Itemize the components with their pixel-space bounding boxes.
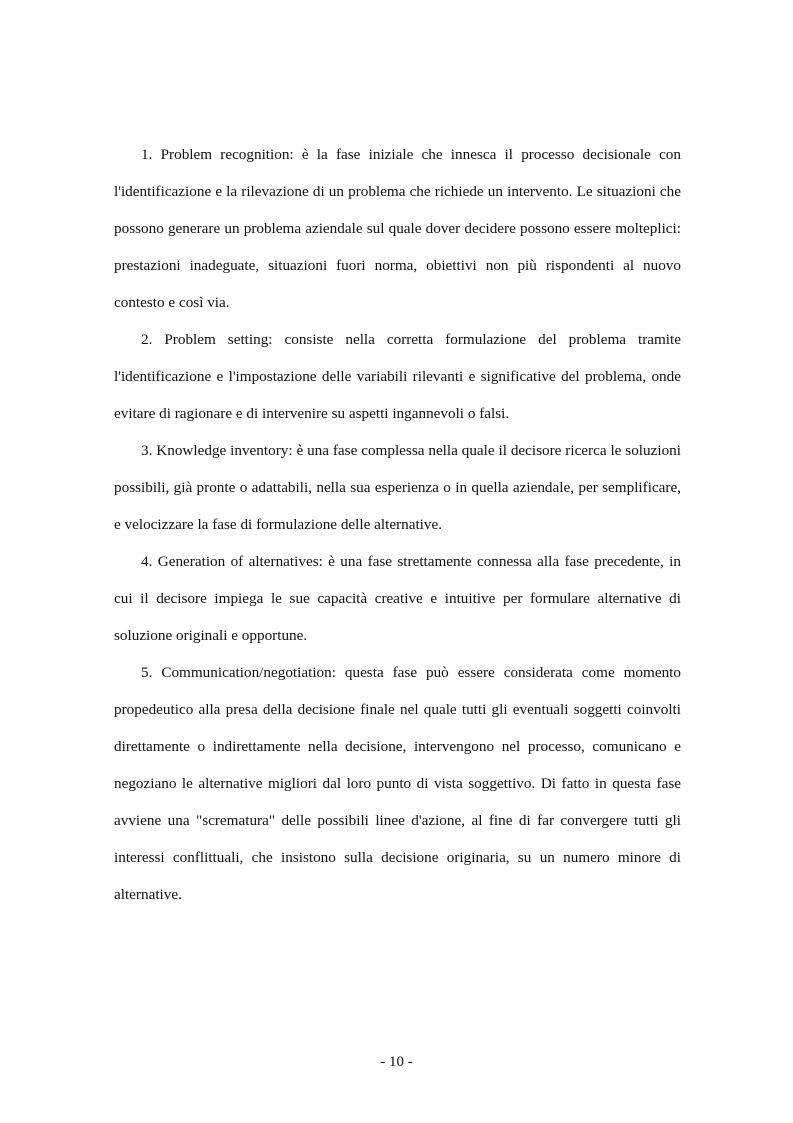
paragraph-problem-recognition: 1. Problem recognition: è la fase iniziale che innesca il processo decisionale con l'identificazione e la rilevazione di un problema che richiede un intervento. Le situazioni che possono generare un problema aziendale sul quale dover decidere possono essere molteplici: prestazioni inadeguate, situazioni fuori norma, obiettivi non più rispondenti al nuovo contesto e così via. — [114, 146, 681, 311]
paragraph-knowledge-inventory: 3. Knowledge inventory: è una fase complessa nella quale il decisore ricerca le soluzioni possibili, già pronte o adattabili, nella sua esperienza o in quella aziendale, per semplificare, e velocizzare la fase di formulazione delle alternative. — [114, 442, 681, 533]
body-text — [114, 136, 681, 913]
paragraph-problem-setting: 2. Problem setting: consiste nella corretta formulazione del problema tramite l'identificazione e l'impostazione delle variabili rilevanti e significative del problema, onde evitare di ragionare e di intervenire su aspetti ingannevoli o falsi. — [114, 331, 681, 422]
paragraph-communication-negotiation: 5. Communication/negotiation: questa fase può essere considerata come momento propedeutico alla presa della decisione finale nel quale tutti gli eventuali soggetti coinvolti direttamente o indirettamente nella decisione, intervengono nel processo, comunicano e negoziano le alternative migliori dal loro punto di vista soggettivo. Di fatto in questa fase avviene una "scrematura" delle possibili linee d'azione, al fine di far convergere tutti gli interessi conflittuali, che insistono sulla decisione originaria, su un numero minore di alternative. — [114, 664, 681, 903]
page-number: - 10 - — [380, 1054, 413, 1070]
paragraph-generation-of-alternatives: 4. Generation of alternatives: è una fase strettamente connessa alla fase precedente, in cui il decisore impiega le sue capacità creative e intuitive per formulare alternative di soluzione originali e opportune. — [114, 553, 681, 644]
